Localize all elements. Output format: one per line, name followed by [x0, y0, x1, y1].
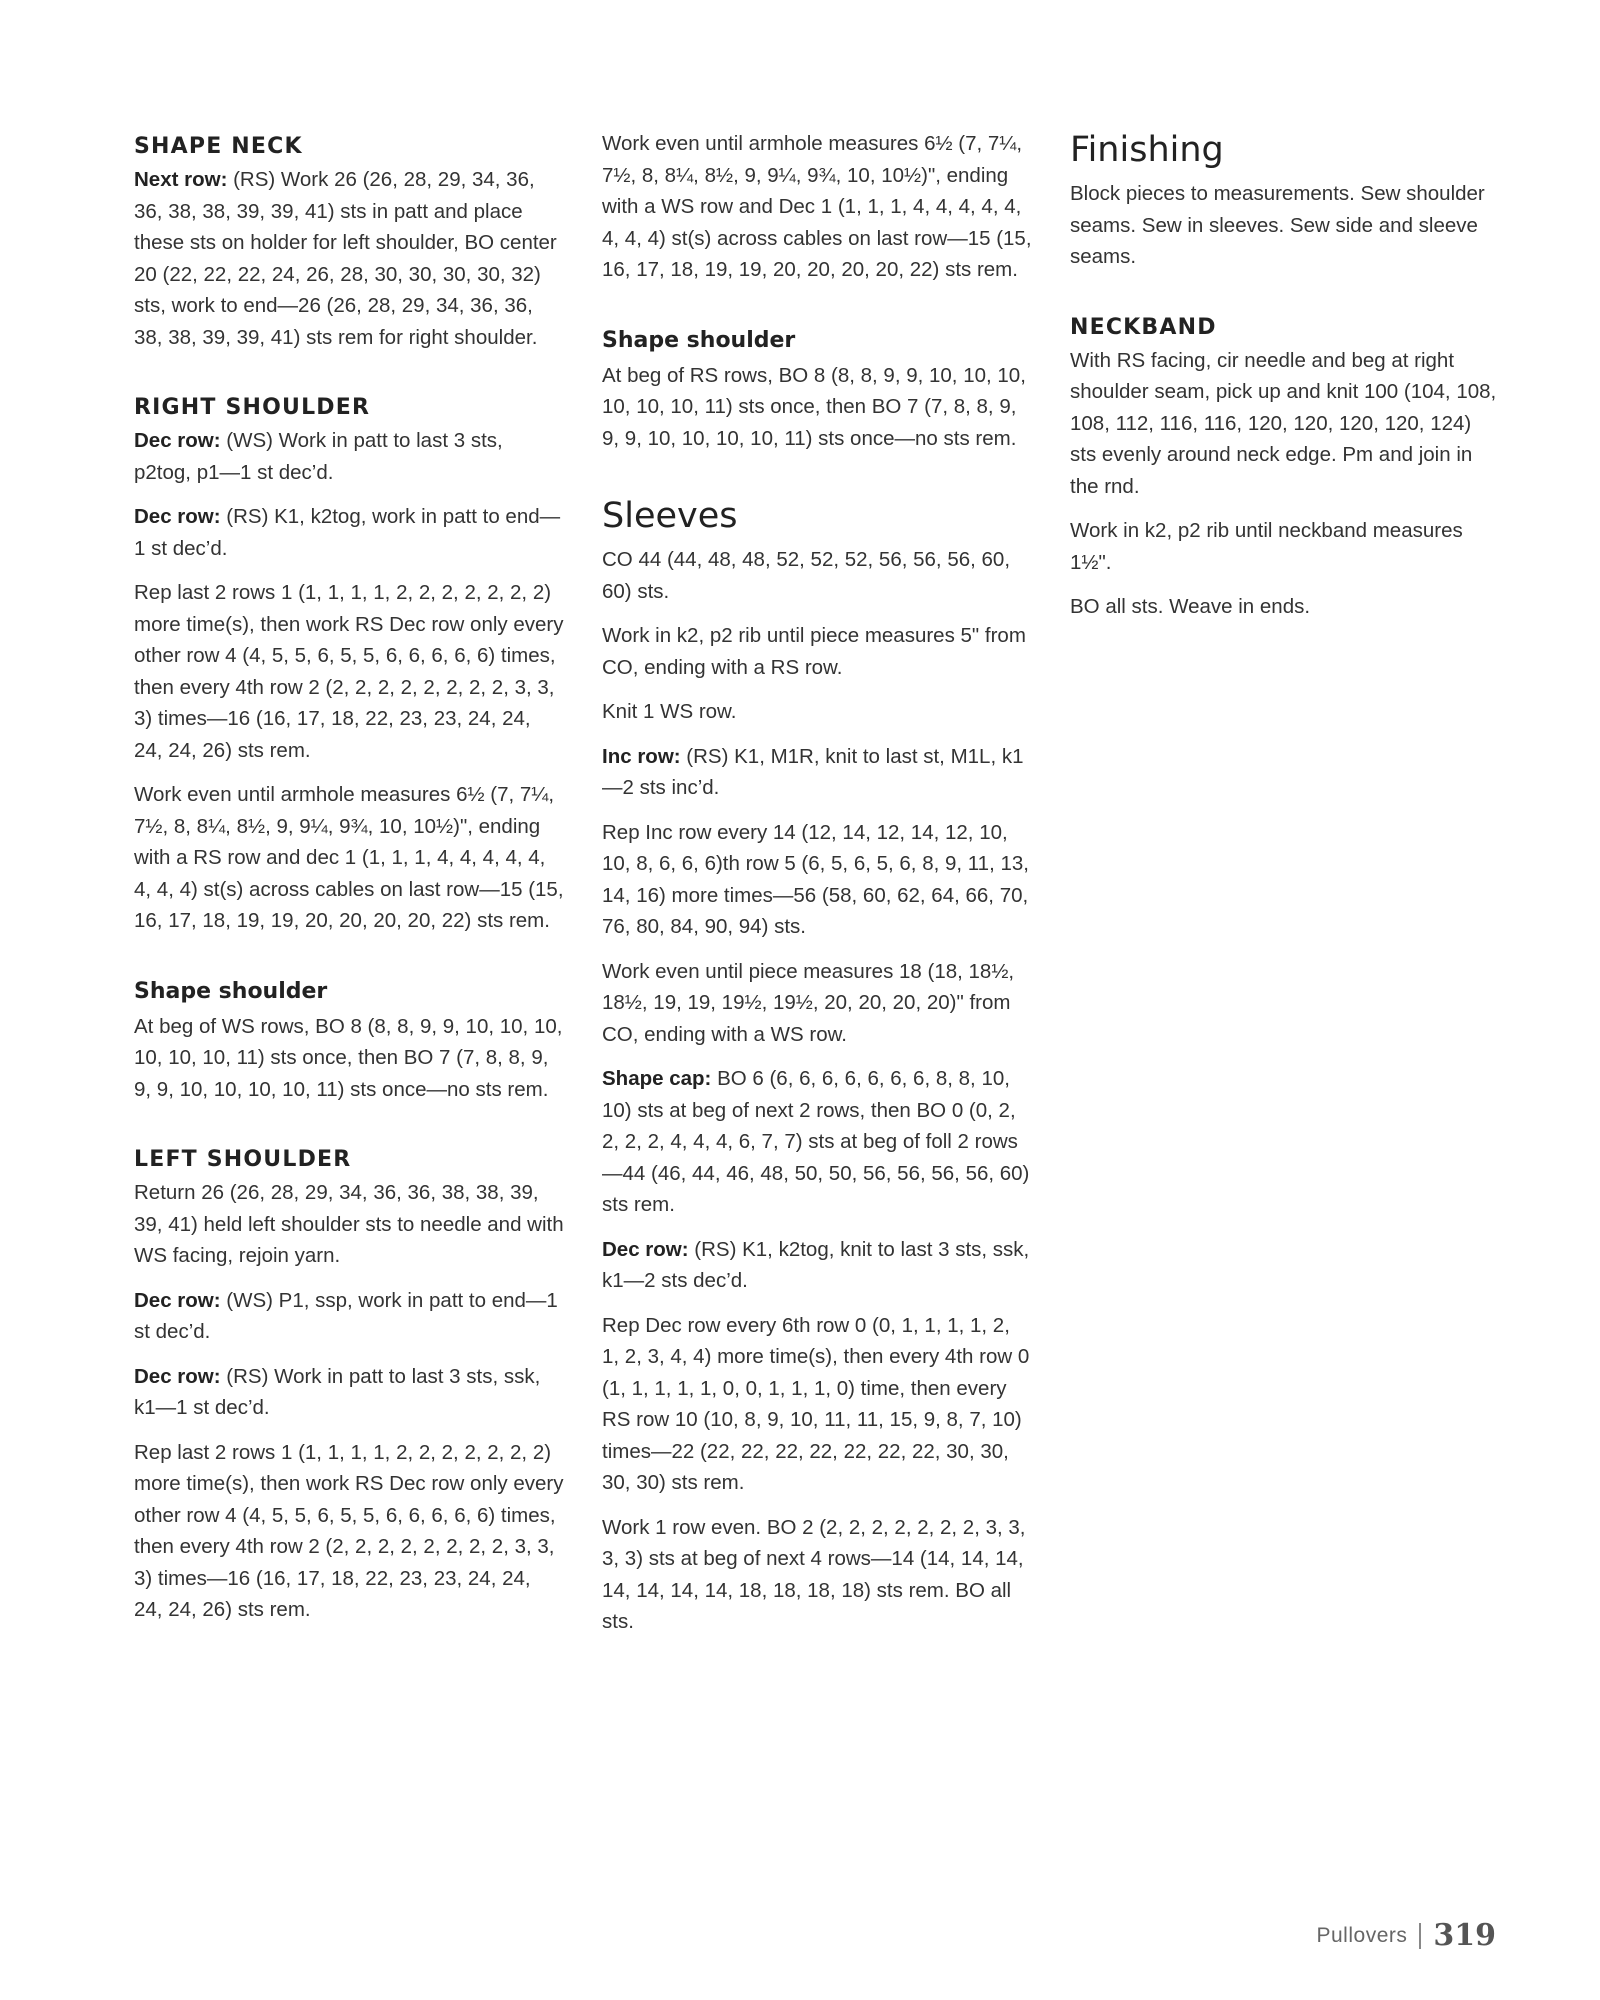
- footer-divider: [1419, 1923, 1421, 1949]
- paragraph-text: (WS) Work in patt to last 3 sts, p2tog, p1—1 st dec’d.: [134, 429, 503, 484]
- heading-finishing: Finishing: [1070, 130, 1224, 170]
- section-left-armhole: [602, 128, 1032, 286]
- section-shape-neck: [134, 132, 564, 353]
- paragraph: Work in k2, p2 rib until piece measures 5" from CO, ending with a RS row.: [602, 624, 1026, 679]
- paragraph: Rep Inc row every 14 (12, 14, 12, 14, 12, 10, 10, 8, 6, 6, 6)th row 5 (6, 5, 6, 5, 6, 8, 9, 11, 13, 14, 16) more times—56 (58, 60, 62, 64, 66, 70, 76, 80, 84, 90, 94) sts.: [602, 820, 1029, 938]
- paragraph-text: (RS) Work in patt to last 3 sts, ssk, k1—1 st dec’d.: [134, 1364, 541, 1419]
- run-in-label: Shape cap:: [602, 1067, 712, 1090]
- paragraph: BO all sts. Weave in ends.: [1070, 595, 1311, 618]
- run-in-label: Dec row:: [134, 1288, 221, 1312]
- paragraph: Block pieces to measurements. Sew shoulder seams. Sew in sleeves. Sew side and sleeve seams.: [1070, 182, 1485, 268]
- section-shape-shoulder-right: [134, 977, 564, 1106]
- paragraph: Knit 1 WS row.: [602, 700, 737, 723]
- heading-shape-neck: SHAPE NECK: [134, 134, 303, 159]
- heading-neckband: NECKBAND: [1070, 314, 1217, 340]
- heading-shape-shoulder: Shape shoulder: [602, 327, 796, 353]
- heading-left-shoulder: LEFT SHOULDER: [134, 1147, 352, 1172]
- run-in-label: Dec row:: [602, 1237, 689, 1261]
- paragraph: Work even until piece measures 18 (18, 18½, 18½, 19, 19, 19½, 19½, 20, 20, 20, 20)" from CO, ending with a WS row.: [602, 959, 1015, 1046]
- paragraph: Rep last 2 rows 1 (1, 1, 1, 1, 2, 2, 2, 2, 2, 2, 2) more time(s), then work RS Dec row only every other row 4 (4, 5, 5, 6, 5, 5, 6, 6, 6, 6, 6) times, then every 4th row 2 (2, 2, 2, 2, 2, 2, 2, 2, 3, 3, 3) times—16 (16, 17, 18, 22, 23, 23, 24, 24, 24, 24, 26) sts rem.: [134, 581, 564, 762]
- column-right: [1070, 128, 1500, 663]
- paragraph: [602, 1234, 1032, 1297]
- paragraph: [134, 164, 564, 353]
- paragraph-text: (RS) K1, k2tog, knit to last 3 sts, ssk, k1—2 sts dec’d.: [602, 1237, 1030, 1292]
- paragraph-text: (WS) P1, ssp, work in patt to end—1 st dec’d.: [134, 1288, 558, 1343]
- section-left-shoulder: [134, 1145, 564, 1626]
- paragraph-text: (RS) K1, M1R, knit to last st, M1L, k1—2 sts inc’d.: [602, 744, 1024, 799]
- column-middle: [602, 128, 1032, 1678]
- paragraph: At beg of WS rows, BO 8 (8, 8, 9, 9, 10, 10, 10, 10, 10, 10, 11) sts once, then BO 7 (7, 8, 8, 9, 9, 9, 10, 10, 10, 10, 11) sts once—no sts rem.: [134, 1014, 563, 1101]
- section-right-shoulder: [134, 393, 564, 937]
- page-number: 319: [1433, 1918, 1496, 1953]
- paragraph: Rep Dec row every 6th row 0 (0, 1, 1, 1, 1, 2, 1, 2, 3, 4, 4) more time(s), then every 4th row 0 (1, 1, 1, 1, 1, 0, 0, 1, 1, 1, 0) time, then every RS row 10 (10, 8, 9, 10, 11, 11, 15, 9, 8, 7, 10) times—22 (22, 22, 22, 22, 22, 22, 22, 30, 30, 30, 30) sts rem.: [602, 1313, 1030, 1494]
- paragraph: [602, 1063, 1032, 1221]
- section-shape-shoulder-left: [602, 326, 1032, 455]
- paragraph: Rep last 2 rows 1 (1, 1, 1, 1, 2, 2, 2, 2, 2, 2, 2) more time(s), then work RS Dec row only every other row 4 (4, 5, 5, 6, 5, 5, 6, 6, 6, 6, 6) times, then every 4th row 2 (2, 2, 2, 2, 2, 2, 2, 2, 3, 3, 3) times—16 (16, 17, 18, 22, 23, 23, 24, 24, 24, 24, 26) sts rem.: [134, 1440, 564, 1621]
- paragraph-text: (RS) K1, k2tog, work in patt to end—1 st dec’d.: [134, 505, 561, 560]
- section-sleeves: [602, 494, 1032, 1638]
- paragraph: At beg of RS rows, BO 8 (8, 8, 9, 9, 10, 10, 10, 10, 10, 10, 11) sts once, then BO 7 (7, 8, 8, 9, 9, 9, 10, 10, 10, 10, 11) sts once—no sts rem.: [602, 363, 1026, 450]
- heading-sleeves: Sleeves: [602, 496, 738, 536]
- paragraph: [602, 741, 1032, 804]
- column-left: [134, 132, 564, 1666]
- paragraph: Return 26 (26, 28, 29, 34, 36, 36, 38, 38, 39, 39, 41) held left shoulder sts to needle and with WS facing, rejoin yarn.: [134, 1181, 564, 1267]
- heading-shape-shoulder: Shape shoulder: [134, 978, 328, 1004]
- run-in-label: Next row:: [134, 168, 228, 191]
- section-name: Pullovers: [1316, 1923, 1408, 1947]
- paragraph-text: BO 6 (6, 6, 6, 6, 6, 6, 6, 8, 8, 10, 10) sts at beg of next 2 rows, then BO 0 (0, 2, 2, 2, 2, 4, 4, 4, 6, 7, 7) sts at beg of foll 2 rows—44 (46, 44, 46, 48, 50, 50, 56, 56, 56, 56, 60) sts rem.: [602, 1067, 1030, 1216]
- run-in-label: Inc row:: [602, 744, 681, 768]
- paragraph: Work even until armhole measures 6½ (7, 7¼, 7½, 8, 8¼, 8½, 9, 9¼, 9¾, 10, 10½)", ending with a RS row and dec 1 (1, 1, 1, 4, 4, 4, 4, 4, 4, 4, 4) st(s) across cables on last row—15 (15, 16, 17, 18, 19, 19, 20, 20, 20, 20, 22) sts rem.: [134, 783, 564, 932]
- run-in-label: Dec row:: [134, 429, 221, 452]
- paragraph: Work 1 row even. BO 2 (2, 2, 2, 2, 2, 2, 2, 3, 3, 3, 3) sts at beg of next 4 rows—14 (14, 14, 14, 14, 14, 14, 14, 18, 18, 18, 18) sts rem. BO all sts.: [602, 1515, 1026, 1633]
- paragraph: Work even until armhole measures 6½ (7, 7¼, 7½, 8, 8¼, 8½, 9, 9¼, 9¾, 10, 10½)", ending with a WS row and Dec 1 (1, 1, 1, 4, 4, 4, 4, 4, 4, 4, 4) st(s) across cables on last row—15 (15, 16, 17, 18, 19, 19, 20, 20, 20, 20, 22) sts rem.: [602, 132, 1032, 281]
- paragraph: [134, 425, 564, 488]
- section-neckband: [1070, 313, 1500, 623]
- paragraph: With RS facing, cir needle and beg at right shoulder seam, pick up and knit 100 (104, 108, 108, 112, 116, 116, 120, 120, 120, 120, 124) sts evenly around neck edge. Pm and join in the rnd.: [1070, 348, 1497, 498]
- paragraph: [134, 1285, 564, 1348]
- paragraph-text: (RS) Work 26 (26, 28, 29, 34, 36, 36, 38, 38, 39, 39, 41) sts in patt and place these sts on holder for left shoulder, BO center 20 (22, 22, 22, 24, 26, 28, 30, 30, 30, 30, 32) sts, work to end—26 (26, 28, 29, 34, 36, 36, 38, 38, 39, 39, 41) sts rem for right shoulder.: [134, 168, 557, 349]
- run-in-label: Dec row:: [134, 1364, 221, 1388]
- paragraph: [134, 1361, 564, 1424]
- run-in-label: Dec row:: [134, 505, 221, 528]
- paragraph: Work in k2, p2 rib until neckband measures 1½".: [1070, 519, 1463, 574]
- paragraph: [134, 501, 564, 564]
- section-finishing: [1070, 128, 1500, 273]
- page-footer: [1317, 1918, 1497, 1953]
- paragraph: CO 44 (44, 48, 48, 52, 52, 52, 56, 56, 56, 60, 60) sts.: [602, 548, 1011, 603]
- heading-right-shoulder: RIGHT SHOULDER: [134, 395, 371, 420]
